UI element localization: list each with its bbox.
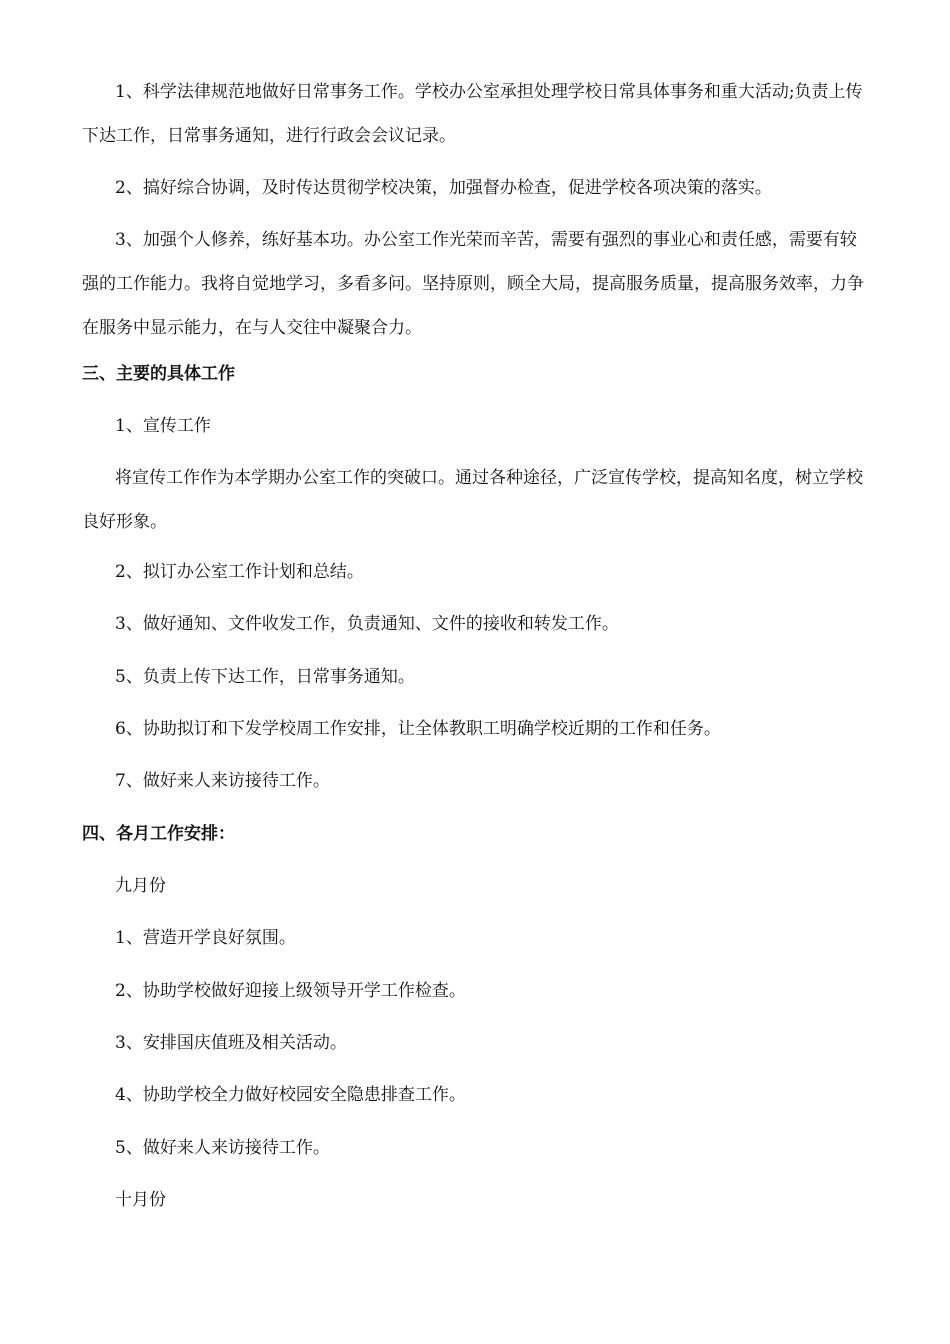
september-item-3: 3、安排国庆值班及相关活动。 (115, 1033, 347, 1053)
month-label-october: 十月份 (115, 1190, 166, 1210)
september-item-2: 2、协助学校做好迎接上级领导开学工作检查。 (115, 981, 466, 1001)
paragraph-work-1-detail: 将宣传工作作为本学期办公室工作的突破口。通过各种途径，广泛宣传学校，提高知名度，树立学校良好形象。 (82, 468, 863, 532)
section-heading-3: 三、主要的具体工作 (82, 364, 235, 384)
paragraph-work-2: 2、拟订办公室工作计划和总结。 (115, 562, 364, 582)
paragraph-duty-2: 2、搞好综合协调，及时传达贯彻学校决策，加强督办检查，促进学校各项决策的落实。 (115, 178, 772, 198)
month-label-september: 九月份 (115, 876, 166, 896)
section-heading-4: 四、各月工作安排： (82, 824, 235, 844)
paragraph-work-1: 1、宣传工作 (115, 416, 211, 436)
september-item-4: 4、协助学校全力做好校园安全隐患排查工作。 (115, 1085, 466, 1105)
paragraph-work-6: 6、协助拟订和下发学校周工作安排，让全体教职工明确学校近期的工作和任务。 (115, 719, 721, 739)
paragraph-duty-1: 1、科学法律规范地做好日常事务工作。学校办公室承担处理学校日常具体事务和重大活动;负责上传下达工作，日常事务通知，进行行政会会议记录。 (82, 82, 863, 146)
paragraph-work-5: 5、负责上传下达工作，日常事务通知。 (115, 667, 415, 687)
paragraph-work-7: 7、做好来人来访接待工作。 (115, 771, 330, 791)
paragraph-duty-3: 3、加强个人修养，练好基本功。办公室工作光荣而辛苦，需要有强烈的事业心和责任感，需要有较强的工作能力。我将自觉地学习，多看多问。坚持原则，顾全大局，提高服务质量，提高服务效率，力争在服务中显示能力，在与人交往中凝聚合力。 (82, 230, 864, 338)
paragraph-work-3: 3、做好通知、文件收发工作，负责通知、文件的接收和转发工作。 (115, 614, 619, 634)
september-item-5: 5、做好来人来访接待工作。 (115, 1138, 330, 1158)
september-item-1: 1、营造开学良好氛围。 (115, 928, 296, 948)
